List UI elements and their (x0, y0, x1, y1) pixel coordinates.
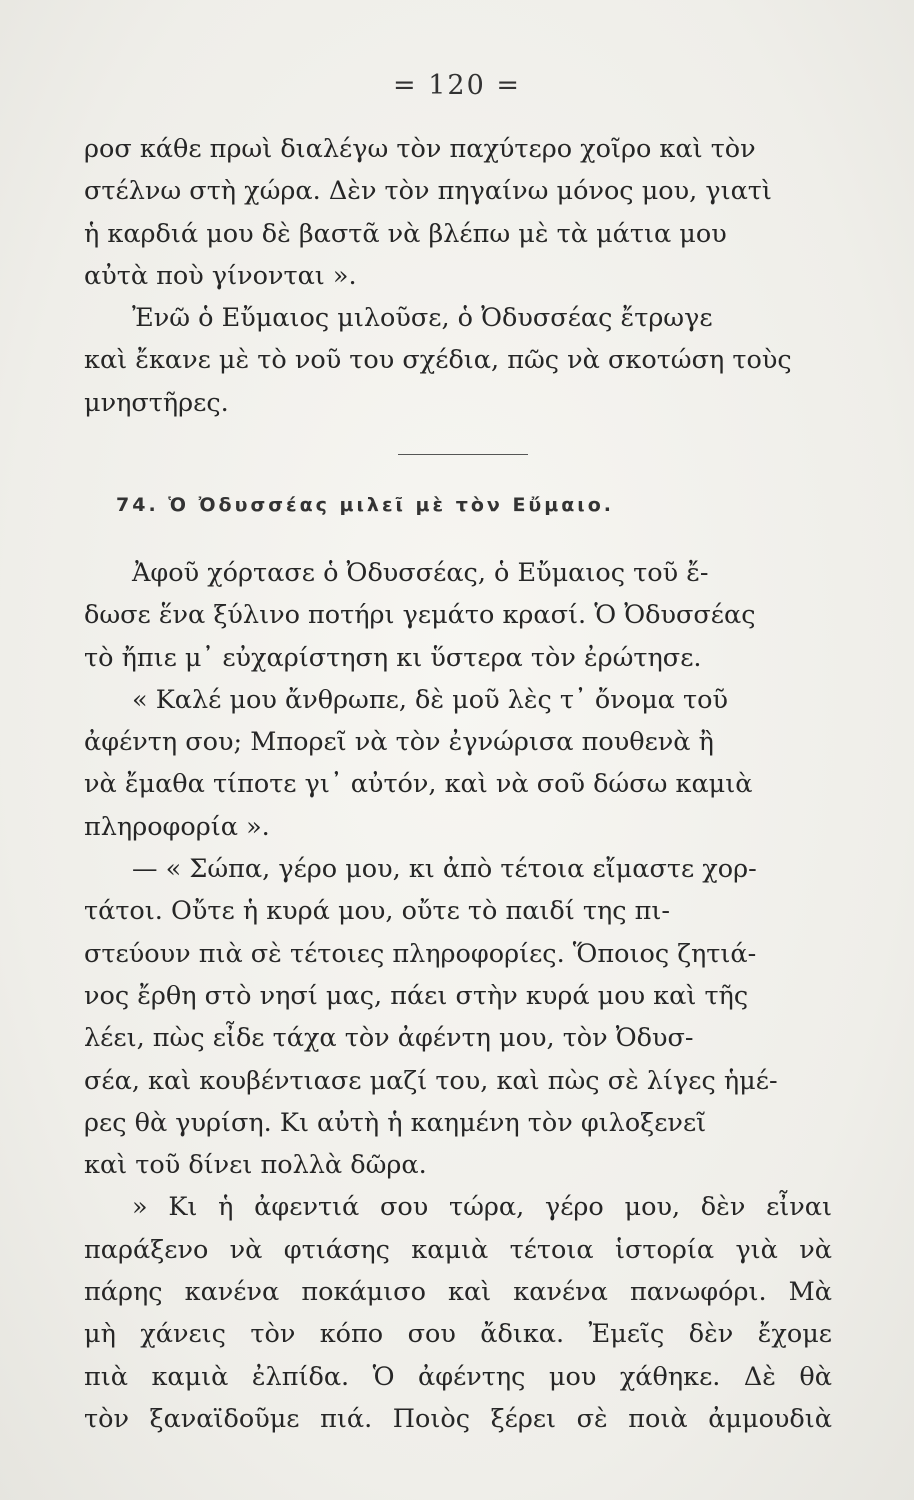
paragraph-body-3 (84, 848, 832, 1186)
text-line: ἀφέντη σου; Μπορεῖ νὰ τὸν ἐγνώρισα πουθενὰ ἢ (84, 727, 714, 758)
text-line: παράξενο νὰ φτιάσης καμιὰ τέτοια ἱστορία γιὰ νὰ (84, 1234, 832, 1265)
text-line: νὰ ἔμαθα τίποτε γι᾽ αὐτόν, καὶ νὰ σοῦ δώσω καμιὰ (84, 769, 753, 800)
text-line: τὸ ἤπιε μ᾽ εὐχαρίστηση κι ὕστερα τὸν ἐρώτησε. (84, 642, 702, 673)
text-line: πάρης κανένα ποκάμισο καὶ κανένα πανωφόρι. Μὰ (84, 1277, 832, 1308)
text-line: τάτοι. Οὔτε ἡ κυρά μου, οὔτε τὸ παιδί της πι- (84, 896, 671, 927)
text-line: « Καλέ μου ἄνθρωπε, δὲ μοῦ λὲς τ᾽ ὄνομα τοῦ (132, 684, 728, 715)
paragraph-top-1 (84, 128, 832, 297)
text-line: Ἀφοῦ χόρτασε ὁ Ὀδυσσέας, ὁ Εὔμαιος τοῦ ἔ- (132, 558, 709, 588)
text-line: ρoσ κάθε πρωὶ διαλέγω τὸν παχύτερο χοῖρο καὶ τὸν (84, 134, 756, 164)
text-line: νος ἔρθη στὸ νησί μας, πάει στὴν κυρά μου καὶ τῆς (84, 980, 749, 1011)
text-line: στεύουν πιὰ σὲ τέτοιες πληροφορίες. Ὅποιος ζητιά- (84, 938, 757, 969)
text-line: αὐτὰ ποὺ γίνονται ». (84, 260, 357, 291)
text-line: πληροφορία ». (84, 811, 270, 842)
text-line: ἡ καρδιά μου δὲ βαστᾶ νὰ βλέπω μὲ τὰ μάτια μου (84, 218, 727, 249)
text-line: σέα, καὶ κουβέντιασε μαζί του, καὶ πὼς σὲ λίγες ἡμέ- (84, 1065, 778, 1096)
paragraph-body-2 (84, 679, 832, 848)
paragraph-body-4 (84, 1186, 832, 1440)
paragraph-body-1 (84, 552, 832, 679)
text-line: πιὰ καμιὰ ἐλπίδα. Ὁ ἀφέντης μου χάθηκε. Δὲ θὰ (84, 1361, 832, 1392)
section-divider (398, 454, 528, 455)
text-line: δωσε ἕνα ξύλινο ποτήρι γεμάτο κρασί. Ὁ Ὀδυσσέας (84, 600, 756, 631)
page-number: = 120 = (393, 70, 521, 101)
text-line: λέει, πὼς εἶδε τάχα τὸν ἀφέντη μου, τὸν Ὀδυσ- (84, 1023, 694, 1054)
text-line: Ἐνῶ ὁ Εὔμαιος μιλοῦσε, ὁ Ὀδυσσέας ἔτρωγε (132, 303, 713, 334)
text-line: καὶ τοῦ δίνει πολλὰ δῶρα. (84, 1150, 427, 1181)
text-line: μνηστῆρες. (84, 387, 229, 418)
section-heading: 74. Ὁ Ὀδυσσέας μιλεῖ μὲ τὸν Εὔμαιο. (116, 494, 614, 516)
text-line: στέλνω στὴ χώρα. Δὲν τὸν πηγαίνω μόνος μου, γιατὶ (84, 176, 772, 207)
text-line: » Κι ἡ ἀφεντιά σου τώρα, γέρο μου, δὲν εἶναι (132, 1192, 832, 1223)
text-line: μὴ χάνεις τὸν κόπο σου ἄδικα. Ἐμεῖς δὲν ἔχομε (84, 1319, 832, 1350)
text-line: — « Σώπα, γέρο μου, κι ἀπὸ τέτοια εἴμαστε χορ- (132, 854, 757, 885)
top-text-block (84, 128, 832, 424)
text-line: τὸν ξαναϊδοῦμε πιά. Ποιὸς ξέρει σὲ ποιὰ ἀμμουδιὰ (84, 1403, 832, 1434)
text-line: ρες θὰ γυρίση. Κι αὐτὴ ἡ καημένη τὸν φιλοξενεῖ (84, 1107, 707, 1138)
body-text-block (84, 552, 832, 1440)
text-line: καὶ ἔκανε μὲ τὸ νοῦ του σχέδια, πῶς νὰ σκοτώση τοὺς (84, 345, 792, 376)
paragraph-top-2 (84, 297, 832, 424)
